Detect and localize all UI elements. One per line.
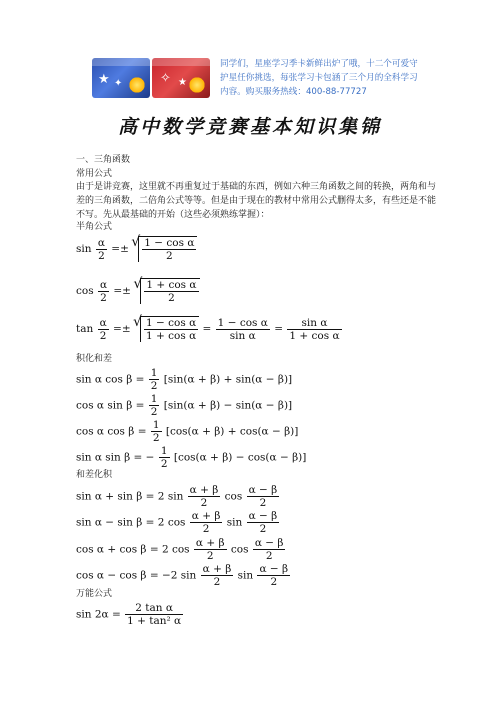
star-icon: ★ <box>178 77 187 88</box>
star-icon: ★ <box>98 72 110 87</box>
formula-sum-product-2: sin α − sin β = 2 cos $\frac{\alpha + \beta}{2}$ sin $\frac{\alpha - \beta}{2}$ <box>76 510 278 535</box>
formula-sin-half: sin $\frac{\alpha}{2}$ =± √ $\frac{\text{1 − cos α}}{2}$ <box>76 236 197 262</box>
formula-tan-half: tan $\frac{\alpha}{2}$ =± √ $\frac{\text{1 − cos α}}{\text{1 + cos α}}$ = $\frac{\text{1 − cos α}}{\text{sin α}}$ = $\frac{\text{sin α}}{\text{1 + cos α}}$ <box>76 316 343 342</box>
formula-sum-product-3: cos α + cos β = 2 cos $\frac{\alpha + \beta}{2}$ cos $\frac{\alpha - \beta}{2}$ <box>76 537 284 562</box>
formula-sum-product-1: sin α + sin β = 2 sin $\frac{\alpha + \beta}{2}$ cos $\frac{\alpha - \beta}{2}$ <box>76 484 278 509</box>
study-card-blue <box>92 58 150 98</box>
subheading-universal: 万能公式 <box>76 589 113 599</box>
star-icon: ✦ <box>114 78 123 89</box>
formula-sum-product-4: cos α − cos β = −2 sin $\frac{\alpha + \beta}{2}$ sin $\frac{\alpha - \beta}{2}$ <box>76 563 289 588</box>
section-heading: 一、三角函数 <box>76 155 131 165</box>
formula-product-sum-4: sin α sin β = − $\frac{1}{2}$ [cos(α + β) − cos(α − β)] <box>76 445 307 470</box>
formula-product-sum-3: cos α cos β = $\frac{1}{2}$ [cos(α + β) + cos(α − β)] <box>76 419 299 444</box>
subheading-sum-to-product: 和差化积 <box>76 470 113 480</box>
subheading-common-formulas: 常用公式 <box>76 169 113 179</box>
formula-cos-half: cos $\frac{\alpha}{2}$ =± √ $\frac{\text{1 + cos α}}{2}$ <box>76 278 200 304</box>
intro-paragraph: 由于是讲竞赛，这里就不再重复过于基础的东西，例如六种三角函数之间的转换，两角和与差的三角函数，二倍角公式等等。但是由于现在的教材中常用公式删得太多，有些还是不能不写。先从最基础的开始（这些必须熟练掌握）： <box>76 182 437 220</box>
study-card-red <box>152 58 210 98</box>
star-icon: ✧ <box>160 71 171 86</box>
subheading-half-angle: 半角公式 <box>76 222 113 232</box>
formula-product-sum-1: sin α cos β = $\frac{1}{2}$ [sin(α + β) + sin(α − β)] <box>76 367 293 392</box>
subheading-product-to-sum: 积化和差 <box>76 354 113 364</box>
page-title: 高中数学竞赛基本知识集锦 <box>117 116 382 138</box>
formula-universal-sin: sin 2α = $\frac{\text{2 tan α}}{\text{1 + tan² α}}$ <box>76 602 182 627</box>
promo-text: 同学们，星座学习季卡新鲜出炉了哦，十二个可爱守护星任你挑选，每张学习卡包涵了三个月的全科学习内容。购买服务热线：400-88-77727 <box>220 59 418 97</box>
promo-card-banner <box>92 58 212 100</box>
formula-product-sum-2: cos α sin β = $\frac{1}{2}$ [sin(α + β) − sin(α − β)] <box>76 393 293 418</box>
